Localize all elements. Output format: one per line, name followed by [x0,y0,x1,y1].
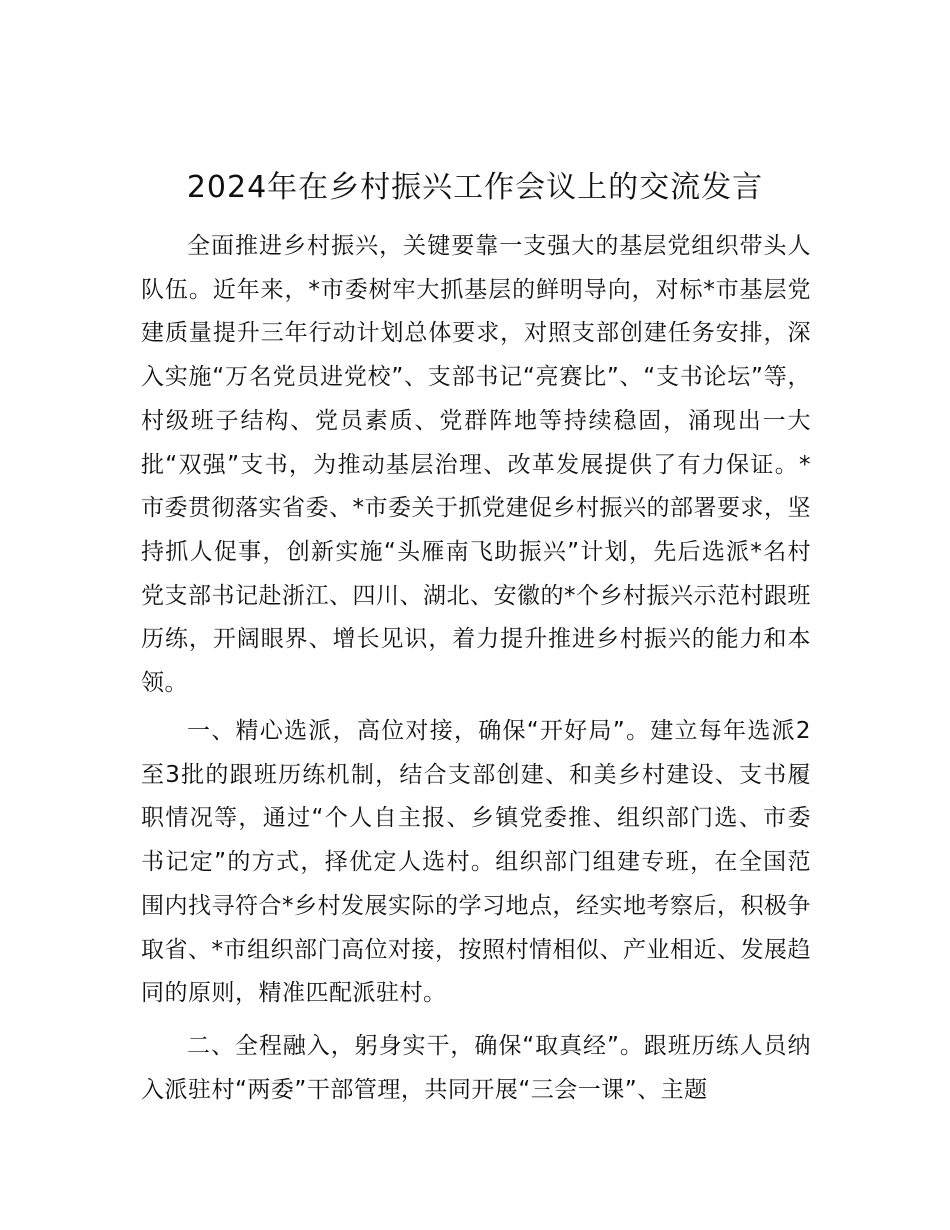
paragraph-intro: 全面推进乡村振兴，关键要靠一支强大的基层党组织带头人队伍。近年来，*市委树牢大抓基层的鲜明导向，对标*市基层党建质量提升三年行动计划总体要求，对照支部创建任务安排，深入实施“万名党员进党校”、支部书记“亮赛比”、“支书论坛”等，村级班子结构、党员素质、党群阵地等持续稳固，涌现出一大批“双强”支书，为推动基层治理、改革发展提供了有力保证。*市委贯彻落实省委、*市委关于抓党建促乡村振兴的部署要求，坚持抓人促事，创新实施“头雁南飞助振兴”计划，先后选派*名村党支部书记赴浙江、四川、湖北、安徽的*个乡村振兴示范村跟班历练，开阔眼界、增长见识，着力提升推进乡村振兴的能力和本领。 [141,233,811,697]
paragraph-section-one: 一、精心选派，高位对接，确保“开好局”。建立每年选派2至3批的跟班历练机制，结合支部创建、和美乡村建设、支书履职情况等，通过“个人自主报、乡镇党委推、组织部门选、市委书记定”的方式，择优定人选村。组织部门组建专班，在全国范围内找寻符合*乡村发展实际的学习地点，经实地考察后，积极争取省、*市组织部门高位对接，按照村情相似、产业相近、发展趋同的原则，精准匹配派驻村。 [141,718,811,1007]
paragraph-section-two: 二、全程融入，躬身实干，确保“取真经”。跟班历练人员纳入派驻村“两委”干部管理，共同开展“三会一课”、主题 [141,1033,811,1103]
document-title: 2024年在乡村振兴工作会议上的交流发言 [186,170,764,205]
